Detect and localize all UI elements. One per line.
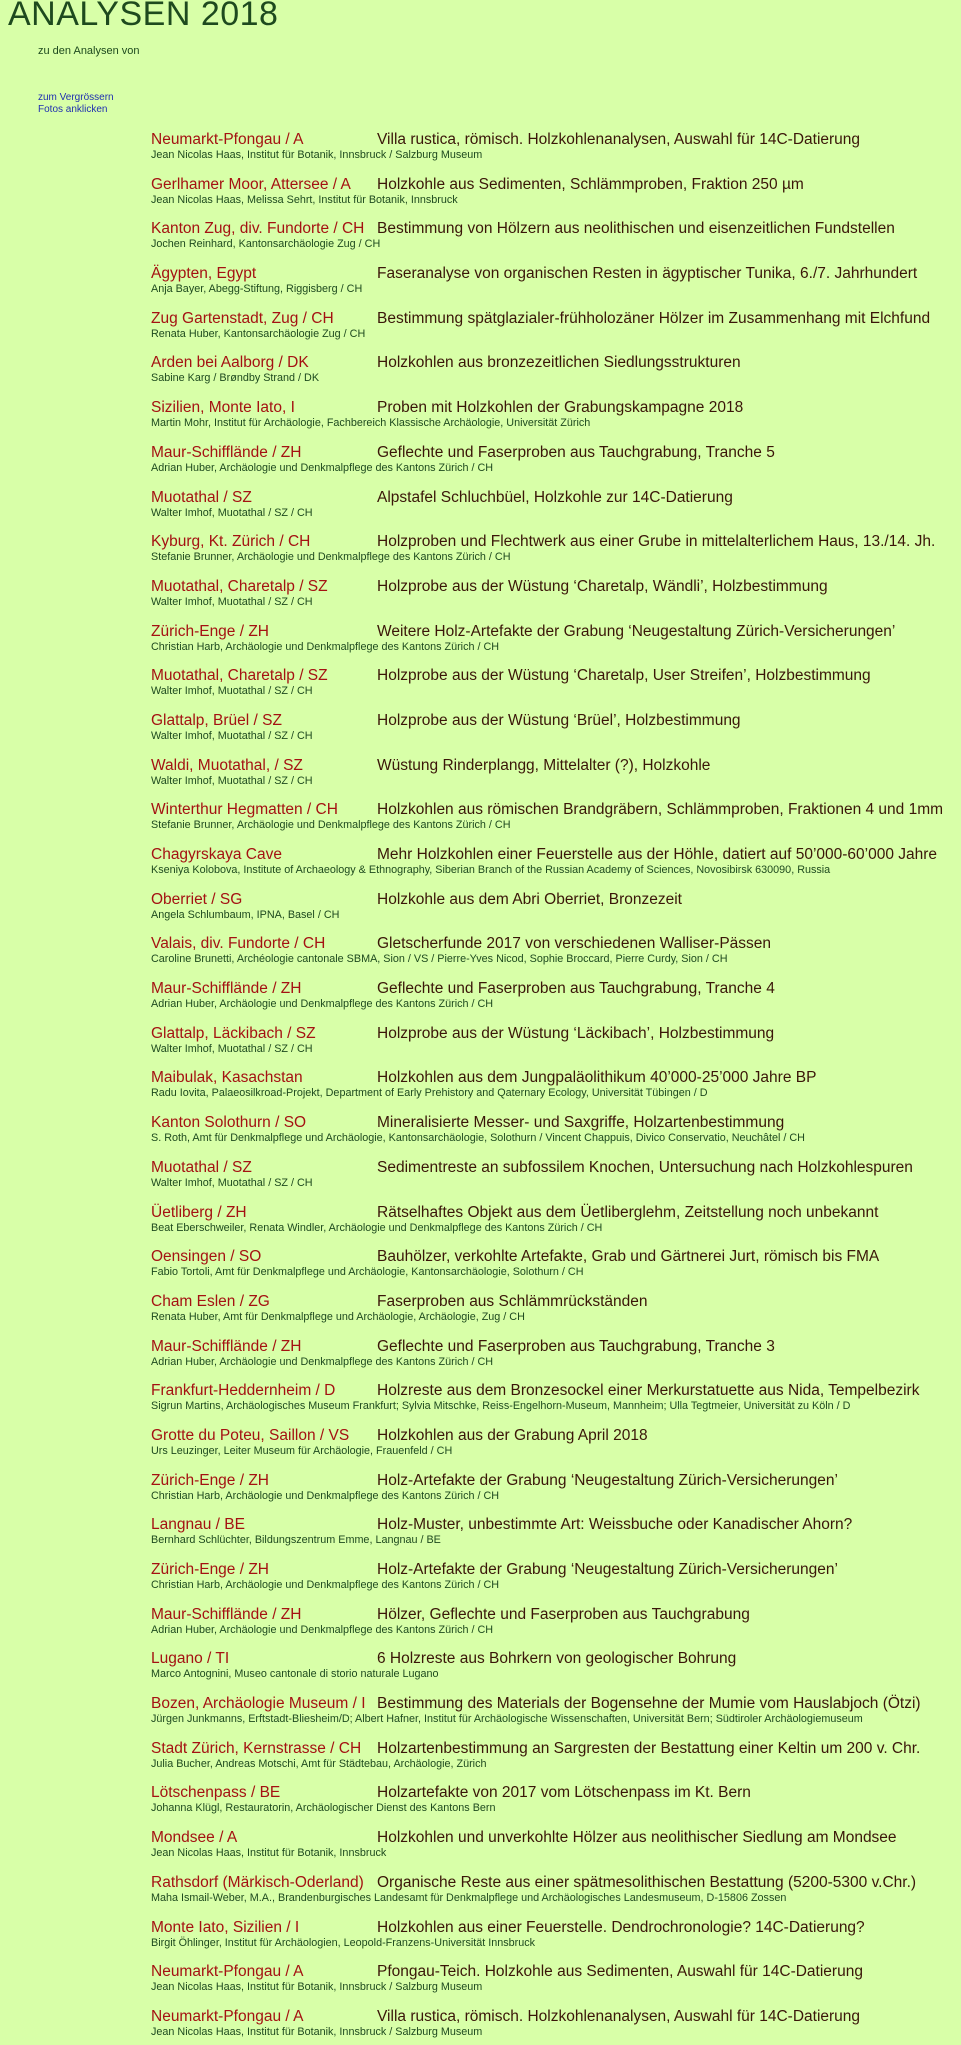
entry-topic: Mineralisierte Messer- und Saxgriffe, Holzartenbestimmung	[377, 1114, 785, 1132]
entry-heading	[151, 1918, 961, 1937]
analysis-entry[interactable]	[151, 175, 961, 220]
entry-heading	[151, 309, 961, 328]
entry-heading	[151, 1873, 961, 1892]
entry-author: Renata Huber, Kantonsarchäologie Zug / CH	[151, 327, 366, 340]
analysis-entry[interactable]	[151, 1560, 961, 1605]
entry-heading	[151, 443, 961, 462]
analysis-entry[interactable]	[151, 1113, 961, 1158]
entry-heading	[151, 130, 961, 149]
entry-author: Jean Nicolas Haas, Institut für Botanik, Innsbruck / Salzburg Museum	[151, 2025, 483, 2038]
entry-topic: Gletscherfunde 2017 von verschiedenen Walliser-Pässen	[377, 935, 772, 953]
analysis-entry[interactable]	[151, 1918, 961, 1963]
entry-topic: Holzartefakte von 2017 vom Lötschenpass im Kt. Bern	[377, 1784, 751, 1802]
analysis-entry[interactable]	[151, 1828, 961, 1873]
analysis-entry[interactable]	[151, 1515, 961, 1560]
entry-topic: Villa rustica, römisch. Holzkohlenanalysen, Auswahl für 14C-Datierung	[377, 131, 861, 148]
entry-place: Zug Gartenstadt, Zug / CH	[151, 309, 334, 327]
entry-heading	[151, 577, 961, 596]
entry-topic: Holzprobe aus der Wüstung ‘Charetalp, User Streifen’, Holzbestimmung	[377, 667, 871, 685]
entry-place: Stadt Zürich, Kernstrasse / CH	[151, 1739, 362, 1757]
entry-author: Maha Ismail-Weber, M.A., Brandenburgisches Landesamt für Denkmalpflege und Archäologisches Landesmuseum, D-15806 Zossen	[151, 1891, 787, 1904]
entry-place: Zürich-Enge / ZH	[151, 1471, 270, 1489]
entry-place: Arden bei Aalborg / DK	[151, 354, 309, 372]
entry-heading	[151, 1113, 961, 1132]
entry-heading	[151, 1426, 961, 1445]
entry-author: Renata Huber, Amt für Denkmalpflege und Archäologie, Archäologie, Zug / CH	[151, 1310, 525, 1323]
entry-place: Rathsdorf (Märkisch-Oderland)	[151, 1873, 364, 1891]
analysis-entry[interactable]	[151, 309, 961, 354]
entry-topic: Holz-Muster, unbestimmte Art: Weissbuche oder Kanadischer Ahorn?	[377, 1516, 853, 1534]
entry-topic: Mehr Holzkohlen einer Feuerstelle aus der Höhle, datiert auf 50’000-60’000 Jahre	[377, 846, 938, 863]
entry-author: Birgit Öhlinger, Institut für Archäologien, Leopold-Franzens-Universität Innsbruck	[151, 1936, 536, 1949]
analysis-entry[interactable]	[151, 2007, 961, 2045]
analysis-entry[interactable]	[151, 1694, 961, 1739]
entry-heading	[151, 1024, 961, 1043]
entry-author: Jean Nicolas Haas, Institut für Botanik, Innsbruck / Salzburg Museum	[151, 149, 483, 161]
analysis-entry[interactable]	[151, 443, 961, 488]
entry-topic: Hölzer, Geflechte und Faserproben aus Tauchgrabung	[377, 1605, 750, 1623]
entry-place: Muotathal, Charetalp / SZ	[151, 577, 328, 595]
entry-topic: Holzkohlen aus einer Feuerstelle. Dendrochronologie? 14C-Datierung?	[377, 1918, 865, 1936]
entry-author: Walter Imhof, Muotathal / SZ / CH	[151, 506, 313, 519]
entry-topic: Pfongau-Teich. Holzkohle aus Sedimenten, Auswahl für 14C-Datierung	[377, 1963, 863, 1981]
analysis-entry[interactable]	[151, 622, 961, 667]
entry-place: Oberriet / SG	[151, 890, 243, 908]
entry-heading	[151, 1471, 961, 1490]
entry-author: Stefanie Brunner, Archäologie und Denkmalpflege des Kantons Zürich / CH	[151, 819, 511, 832]
analysis-list	[151, 130, 961, 2045]
entry-place: Ägypten, Egypt	[151, 265, 257, 283]
entry-heading	[151, 890, 961, 909]
entry-place: Grotte du Poteu, Saillon / VS	[151, 1426, 350, 1444]
entry-topic: Holzreste aus dem Bronzesockel einer Merkurstatuette aus Nida, Tempelbezirk	[377, 1382, 920, 1400]
analysis-entry[interactable]	[151, 1471, 961, 1516]
entry-author: Jean Nicolas Haas, Institut für Botanik, Innsbruck	[151, 1847, 387, 1860]
entry-heading	[151, 845, 961, 864]
entry-heading	[151, 1292, 961, 1311]
entry-place: Lötschenpass / BE	[151, 1784, 281, 1802]
entry-author: Adrian Huber, Archäologie und Denkmalpflege des Kantons Zürich / CH	[151, 1623, 494, 1636]
entry-topic: Holzprobe aus der Wüstung ‘Läckibach’, Holzbestimmung	[377, 1024, 775, 1042]
entry-topic: Holzkohlen aus der Grabung April 2018	[377, 1426, 648, 1444]
entry-place: Muotathal, Charetalp / SZ	[151, 667, 328, 685]
analysis-entry[interactable]	[151, 1158, 961, 1203]
entry-topic: Villa rustica, römisch. Holzkohlenanalysen, Auswahl für 14C-Datierung	[377, 2007, 861, 2025]
entry-topic: Holzkohlen aus bronzezeitlichen Siedlungsstrukturen	[377, 354, 741, 372]
entry-topic: Alpstafel Schluchbüel, Holzkohle zur 14C-Datierung	[377, 488, 733, 506]
entry-heading	[151, 934, 961, 953]
entry-topic: Holzproben und Flechtwerk aus einer Grube in mittelalterlichem Haus, 13./14. Jh.	[377, 533, 936, 551]
entry-heading	[151, 711, 961, 730]
entry-author: Adrian Huber, Archäologie und Denkmalpflege des Kantons Zürich / CH	[151, 461, 494, 474]
entry-place: Neumarkt-Pfongau / A	[151, 131, 304, 148]
entry-topic: Faseranalyse von organischen Resten in ägyptischer Tunika, 6./7. Jahrhundert	[377, 265, 918, 283]
entry-place: Neumarkt-Pfongau / A	[151, 1963, 304, 1981]
page-subtitle: zu den Analysen von	[38, 45, 140, 57]
entry-heading	[151, 219, 961, 238]
entry-place: Üetliberg / ZH	[151, 1203, 247, 1221]
entry-place: Maibulak, Kasachstan	[151, 1069, 303, 1087]
entry-author: Christian Harb, Archäologie und Denkmalpflege des Kantons Zürich / CH	[151, 1579, 500, 1591]
entry-place: Kanton Solothurn / SO	[151, 1114, 307, 1132]
entry-place: Gerlhamer Moor, Attersee / A	[151, 175, 351, 193]
analysis-entry[interactable]	[151, 890, 961, 935]
analysis-entry[interactable]	[151, 264, 961, 309]
entry-heading	[151, 1068, 961, 1087]
entry-topic: Sedimentreste an subfossilem Knochen, Untersuchung nach Holzkohlespuren	[377, 1158, 913, 1176]
entry-heading	[151, 1783, 961, 1802]
entry-heading	[151, 1605, 961, 1624]
entry-topic: Holzkohle aus dem Abri Oberriet, Bronzezeit	[377, 890, 682, 908]
entry-place: Sizilien, Monte Iato, I	[151, 399, 295, 417]
entry-topic: Geflechte und Faserproben aus Tauchgrabung, Tranche 4	[377, 980, 775, 998]
entry-author: Sigrun Martins, Archäologisches Museum Frankfurt; Sylvia Mitschke, Reiss-Engelhorn-Museum, Mannheim; Ulla Tegtmeier, Universität zu Köln / D	[151, 1400, 851, 1413]
analysis-entry[interactable]	[151, 1873, 961, 1918]
zoom-hint	[38, 92, 114, 116]
entry-topic: Holz-Artefakte der Grabung ‘Neugestaltung Zürich-Versicherungen’	[377, 1561, 838, 1578]
entry-author: Walter Imhof, Muotathal / SZ / CH	[151, 774, 313, 787]
entry-place: Kyburg, Kt. Zürich / CH	[151, 533, 311, 551]
entry-heading	[151, 1828, 961, 1847]
analysis-entry[interactable]	[151, 1337, 961, 1382]
entry-author: Johanna Klügl, Restauratorin, Archäologischer Dienst des Kantons Bern	[151, 1802, 496, 1815]
entry-author: Christian Harb, Archäologie und Denkmalpflege des Kantons Zürich / CH	[151, 640, 500, 653]
analysis-entry[interactable]	[151, 130, 961, 175]
analysis-entry[interactable]	[151, 1381, 961, 1426]
entry-author: Kseniya Kolobova, Institute of Archaeology & Ethnography, Siberian Branch of the Russian Academy of Sciences, Novosibirsk 630090, Russia	[151, 864, 831, 876]
analysis-entry[interactable]	[151, 1203, 961, 1248]
analysis-entry[interactable]	[151, 398, 961, 443]
entry-heading	[151, 1381, 961, 1400]
entry-place: Langnau / BE	[151, 1516, 245, 1534]
entry-topic: Holz-Artefakte der Grabung ‘Neugestaltung Zürich-Versicherungen’	[377, 1471, 838, 1489]
entry-topic: Bestimmung des Materials der Bogensehne der Mumie vom Hauslabjoch (Ötzi)	[377, 1695, 921, 1713]
entry-place: Zürich-Enge / ZH	[151, 622, 270, 640]
entry-place: Lugano / TI	[151, 1650, 230, 1668]
analysis-entry[interactable]	[151, 800, 961, 845]
entry-author: Walter Imhof, Muotathal / SZ / CH	[151, 1042, 313, 1055]
entry-author: Adrian Huber, Archäologie und Denkmalpflege des Kantons Zürich / CH	[151, 1355, 494, 1368]
entry-heading	[151, 800, 961, 819]
entry-topic: Holzkohlen aus römischen Brandgräbern, Schlämmproben, Fraktionen 4 und 1mm	[377, 801, 944, 819]
analysis-entry[interactable]	[151, 1426, 961, 1471]
analysis-entry[interactable]	[151, 1783, 961, 1828]
analysis-entry[interactable]	[151, 756, 961, 801]
entry-author: Anja Bayer, Abegg-Stiftung, Riggisberg / CH	[151, 283, 363, 296]
entry-author: Beat Eberschweiler, Renata Windler, Archäologie und Denkmalpflege des Kantons Zürich / CH	[151, 1221, 603, 1234]
analysis-entry[interactable]	[151, 1247, 961, 1292]
entry-heading	[151, 488, 961, 507]
entry-author: Radu Iovita, Palaeosilkroad-Projekt, Department of Early Prehistory and Qaternary Ecology, Universität Tübingen / D	[151, 1087, 708, 1100]
entry-author: Adrian Huber, Archäologie und Denkmalpflege des Kantons Zürich / CH	[151, 998, 494, 1011]
entry-author: Martin Mohr, Institut für Archäologie, Fachbereich Klassische Archäologie, Universität Zürich	[151, 417, 591, 430]
entry-author: Stefanie Brunner, Archäologie und Denkmalpflege des Kantons Zürich / CH	[151, 551, 511, 564]
entry-heading	[151, 622, 961, 641]
analysis-entry[interactable]	[151, 577, 961, 622]
entry-place: Neumarkt-Pfongau / A	[151, 2007, 304, 2025]
entry-author: Jochen Reinhard, Kantonsarchäologie Zug / CH	[151, 238, 381, 251]
analysis-entry[interactable]	[151, 219, 961, 264]
entry-topic: Organische Reste aus einer spätmesolithischen Bestattung (5200-5300 v.Chr.)	[377, 1873, 917, 1891]
entry-heading	[151, 979, 961, 998]
entry-heading	[151, 2007, 961, 2026]
entry-heading	[151, 1694, 961, 1713]
entry-place: Muotathal / SZ	[151, 1158, 252, 1176]
entry-author: Walter Imhof, Muotathal / SZ / CH	[151, 729, 313, 742]
entry-topic: Holzprobe aus der Wüstung ‘Brüel’, Holzbestimmung	[377, 711, 741, 729]
entry-author: Fabio Tortoli, Amt für Denkmalpflege und Archäologie, Kantonsarchäologie, Solothurn / CH	[151, 1266, 584, 1279]
entry-author: Urs Leuzinger, Leiter Museum für Archäologie, Frauenfeld / CH	[151, 1444, 453, 1457]
entry-place: Muotathal / SZ	[151, 488, 252, 506]
entry-topic: Holzkohlen aus dem Jungpaläolithikum 40’000-25’000 Jahre BP	[377, 1069, 817, 1087]
analysis-entry[interactable]	[151, 1292, 961, 1337]
entry-topic: Wüstung Rinderplangg, Mittelalter (?), Holzkohle	[377, 756, 711, 774]
entry-heading	[151, 756, 961, 775]
entry-author: Jean Nicolas Haas, Melissa Sehrt, Institut für Botanik, Innsbruck	[151, 193, 458, 206]
page-title: ANALYSEN 2018	[8, 0, 279, 33]
entry-place: Maur-Schifflände / ZH	[151, 980, 302, 998]
entry-topic: 6 Holzreste aus Bohrkern von geologischer Bohrung	[377, 1650, 737, 1668]
entry-heading	[151, 1247, 961, 1266]
entry-topic: Bestimmung von Hölzern aus neolithischen und eisenzeitlichen Fundstellen	[377, 220, 895, 238]
entry-place: Bozen, Archäologie Museum / I	[151, 1695, 366, 1713]
entry-heading	[151, 398, 961, 417]
entry-author: Bernhard Schlüchter, Bildungszentrum Emme, Langnau / BE	[151, 1534, 441, 1547]
entry-place: Mondsee / A	[151, 1829, 238, 1847]
entry-author: Angela Schlumbaum, IPNA, Basel / CH	[151, 908, 340, 921]
entry-author: Walter Imhof, Muotathal / SZ / CH	[151, 1176, 313, 1189]
entry-topic: Holzartenbestimmung an Sargresten der Bestattung einer Keltin um 200 v. Chr.	[377, 1739, 921, 1757]
entry-heading	[151, 175, 961, 194]
analysis-entry[interactable]	[151, 979, 961, 1024]
analysis-entry[interactable]	[151, 934, 961, 979]
entry-author: Christian Harb, Archäologie und Denkmalpflege des Kantons Zürich / CH	[151, 1489, 500, 1502]
analysis-entry[interactable]	[151, 1605, 961, 1650]
analysis-entry[interactable]	[151, 1068, 961, 1113]
entry-topic: Geflechte und Faserproben aus Tauchgrabung, Tranche 3	[377, 1337, 775, 1355]
entry-author: Walter Imhof, Muotathal / SZ / CH	[151, 685, 313, 698]
entry-author: Marco Antognini, Museo cantonale di storio naturale Lugano	[151, 1668, 439, 1681]
analysis-entry[interactable]	[151, 532, 961, 577]
entry-place: Monte Iato, Sizilien / I	[151, 1918, 300, 1936]
entry-place: Zürich-Enge / ZH	[151, 1561, 270, 1578]
entry-place: Kanton Zug, div. Fundorte / CH	[151, 220, 365, 238]
entry-author: Caroline Brunetti, Archéologie cantonale SBMA, Sion / VS / Pierre-Yves Nicod, Sophie Broccard, Pierre Curdy, Sion / CH	[151, 953, 728, 966]
entry-place: Winterthur Hegmatten / CH	[151, 801, 338, 819]
entry-place: Chagyrskaya Cave	[151, 846, 282, 863]
entry-place: Glattalp, Brüel / SZ	[151, 711, 282, 729]
entry-heading	[151, 1337, 961, 1356]
entry-place: Maur-Schifflände / ZH	[151, 1605, 302, 1623]
entry-topic: Faserproben aus Schlämmrückständen	[377, 1292, 648, 1310]
entry-author: Jürgen Junkmanns, Erftstadt-Bliesheim/D; Albert Hafner, Institut für Archäologische Wissenschaften, Universität Bern; Südtiroler Archäologiemuseum	[151, 1713, 863, 1726]
entry-heading	[151, 1515, 961, 1534]
entry-topic: Bestimmung spätglazialer-frühholozäner Hölzer im Zusammenhang mit Elchfund	[377, 309, 931, 327]
entry-place: Frankfurt-Heddernheim / D	[151, 1382, 336, 1400]
entry-place: Maur-Schifflände / ZH	[151, 1337, 302, 1355]
entry-author: Sabine Karg / Brøndby Strand / DK	[151, 372, 320, 385]
entry-author: Julia Bucher, Andreas Motschi, Amt für Städtebau, Archäologie, Zürich	[151, 1757, 487, 1770]
entry-heading	[151, 1962, 961, 1981]
analysis-entry[interactable]	[151, 666, 961, 711]
entry-heading	[151, 1203, 961, 1222]
entry-place: Glattalp, Läckibach / SZ	[151, 1024, 316, 1042]
entry-heading	[151, 666, 961, 685]
entry-heading	[151, 1560, 961, 1579]
entry-author: S. Roth, Amt für Denkmalpflege und Archäologie, Kantonsarchäologie, Solothurn / Vincent Chappuis, Divico Conservatio, Neuchâtel / CH	[151, 1132, 805, 1145]
entry-topic: Holzprobe aus der Wüstung ‘Charetalp, Wändli’, Holzbestimmung	[377, 577, 828, 595]
analysis-entry[interactable]	[151, 488, 961, 533]
analysis-entry[interactable]	[151, 711, 961, 756]
entry-topic: Holzkohle aus Sedimenten, Schlämmproben, Fraktion 250 µm	[377, 175, 804, 193]
entry-topic: Geflechte und Faserproben aus Tauchgrabung, Tranche 5	[377, 443, 775, 461]
analysis-entry[interactable]	[151, 845, 961, 890]
entry-topic: Bauhölzer, verkohlte Artefakte, Grab und Gärtnerei Jurt, römisch bis FMA	[377, 1248, 880, 1266]
entry-heading	[151, 532, 961, 551]
entry-place: Valais, div. Fundorte / CH	[151, 935, 326, 953]
entry-place: Maur-Schifflände / ZH	[151, 443, 302, 461]
entry-heading	[151, 1739, 961, 1758]
entry-topic: Weitere Holz-Artefakte der Grabung ‘Neugestaltung Zürich-Versicherungen’	[377, 622, 896, 640]
entry-place: Oensingen / SO	[151, 1248, 262, 1266]
analysis-entry[interactable]	[151, 353, 961, 398]
entry-place: Cham Eslen / ZG	[151, 1292, 270, 1310]
zoom-hint-line-2: Fotos anklicken	[38, 104, 108, 115]
analysis-entry[interactable]	[151, 1024, 961, 1069]
entry-heading	[151, 1158, 961, 1177]
entry-topic: Proben mit Holzkohlen der Grabungskampagne 2018	[377, 399, 744, 417]
entry-heading	[151, 264, 961, 283]
analysis-entry[interactable]	[151, 1739, 961, 1784]
entry-author: Jean Nicolas Haas, Institut für Botanik, Innsbruck / Salzburg Museum	[151, 1981, 483, 1994]
zoom-hint-line-1: zum Vergrössern	[38, 92, 114, 103]
analysis-entry[interactable]	[151, 1649, 961, 1694]
entry-heading	[151, 353, 961, 372]
analysis-entry[interactable]	[151, 1962, 961, 2007]
entry-heading	[151, 1649, 961, 1668]
entry-place: Waldi, Muotathal, / SZ	[151, 756, 303, 774]
entry-topic: Rätselhaftes Objekt aus dem Üetliberglehm, Zeitstellung noch unbekannt	[377, 1203, 879, 1221]
entry-author: Walter Imhof, Muotathal / SZ / CH	[151, 595, 313, 608]
entry-topic: Holzkohlen und unverkohlte Hölzer aus neolithischer Siedlung am Mondsee	[377, 1829, 897, 1847]
